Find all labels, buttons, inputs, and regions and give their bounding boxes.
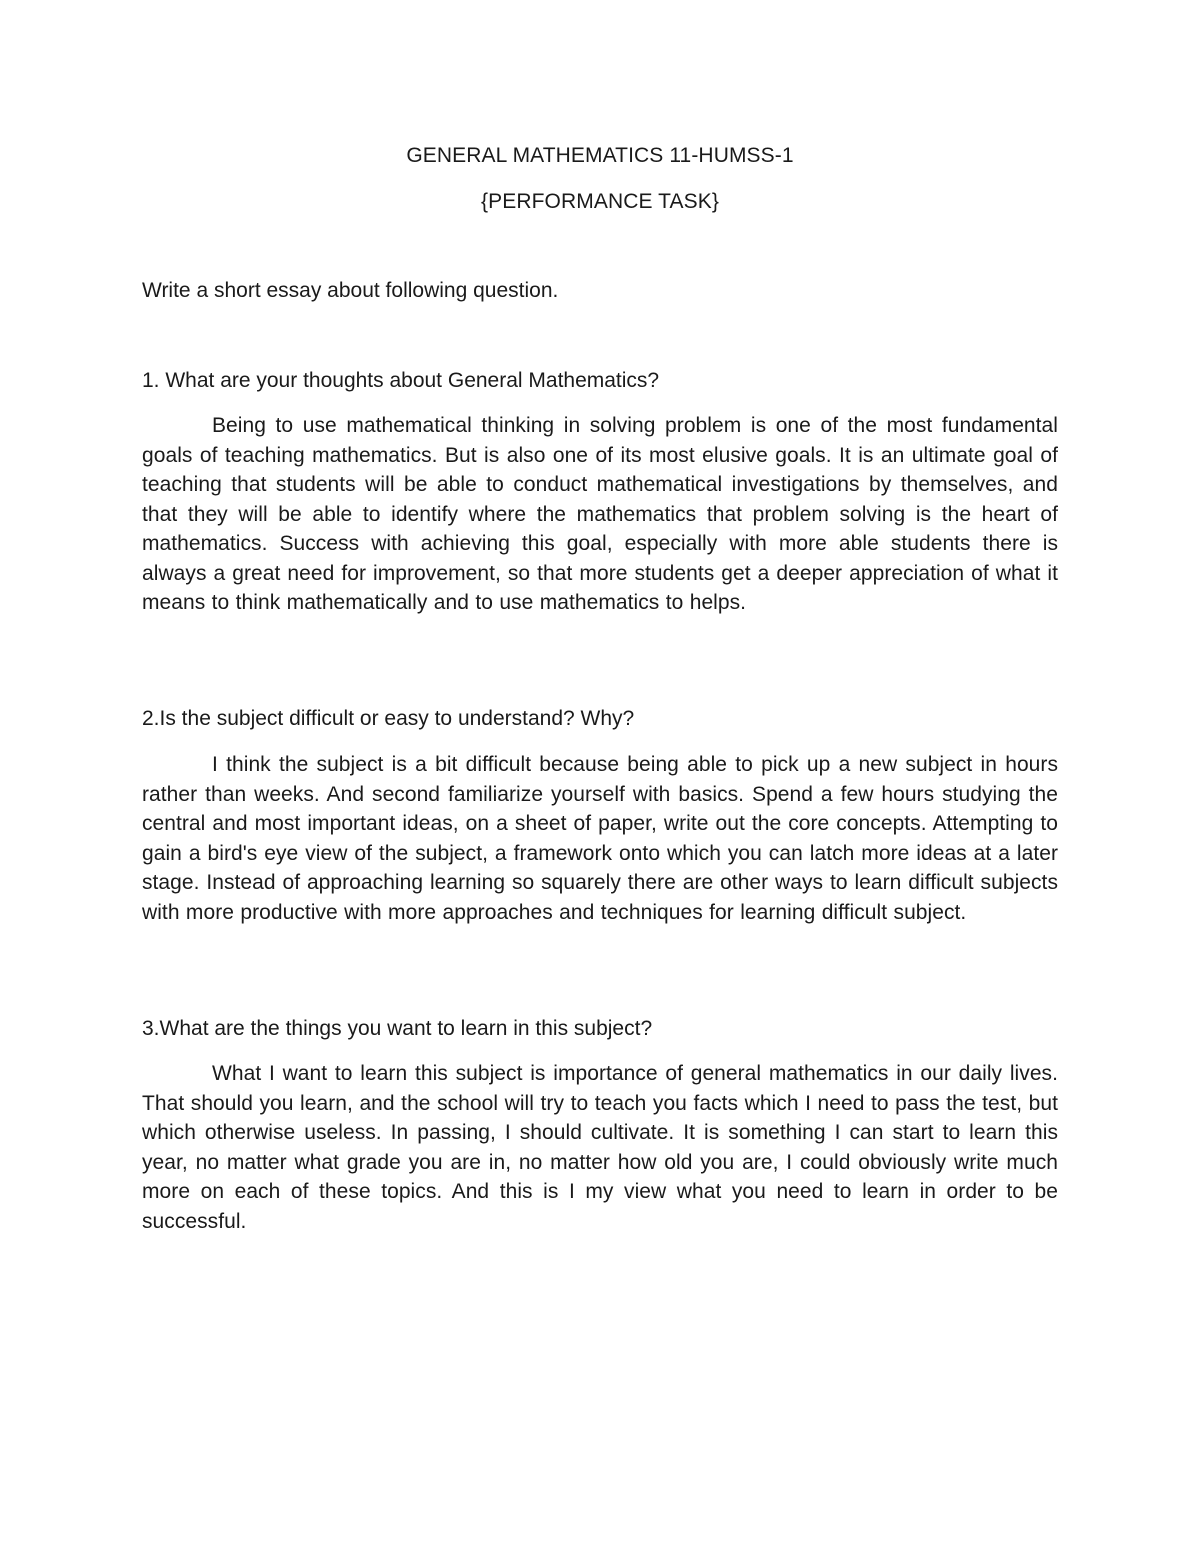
question-1: 1. What are your thoughts about General Mathematics? [142,369,660,392]
answer-3: What I want to learn this subject is importance of general mathematics in our daily lives. That should you learn, and the school will try to teach you facts which I need to pass the test, but which otherwise useless. In passing, I should cultivate. It is something I can start to learn this year, no matter what grade you are in, no matter how old you are, I could obviously write much more on each of these topics. And this is I my view what you need to learn in order to be successful. [142,1062,1058,1233]
answer-1: Being to use mathematical thinking in solving problem is one of the most fundamental goals of teaching mathematics. But is also one of its most elusive goals. It is an ultimate goal of teaching that students will be able to conduct mathematical investigations by themselves, and that they will be able to identify where the mathematics that problem solving is the heart of mathematics. Success with achieving this goal, especially with more able students there is always a great need for improvement, so that more students get a deeper appreciation of what it means to think mathematically and to use mathematics to helps. [142,414,1058,614]
document-subtitle: {PERFORMANCE TASK} [481,190,719,213]
question-2: 2.Is the subject difficult or easy to understand? Why? [142,707,635,730]
question-3: 3.What are the things you want to learn in this subject? [142,1017,653,1040]
answer-2: I think the subject is a bit difficult because being able to pick up a new subject in hours rather than weeks. And second familiarize yourself with basics. Spend a few hours studying the central and most important ideas, on a sheet of paper, write out the core concepts. Attempting to gain a bird's eye view of the subject, a framework onto which you can latch more ideas at a later stage. Instead of approaching learning so squarely there are other ways to learn difficult subjects with more productive with more approaches and techniques for learning difficult subject. [142,753,1058,924]
document-title: GENERAL MATHEMATICS 11-HUMSS-1 [406,144,794,167]
instruction-text: Write a short essay about following question. [142,279,559,302]
